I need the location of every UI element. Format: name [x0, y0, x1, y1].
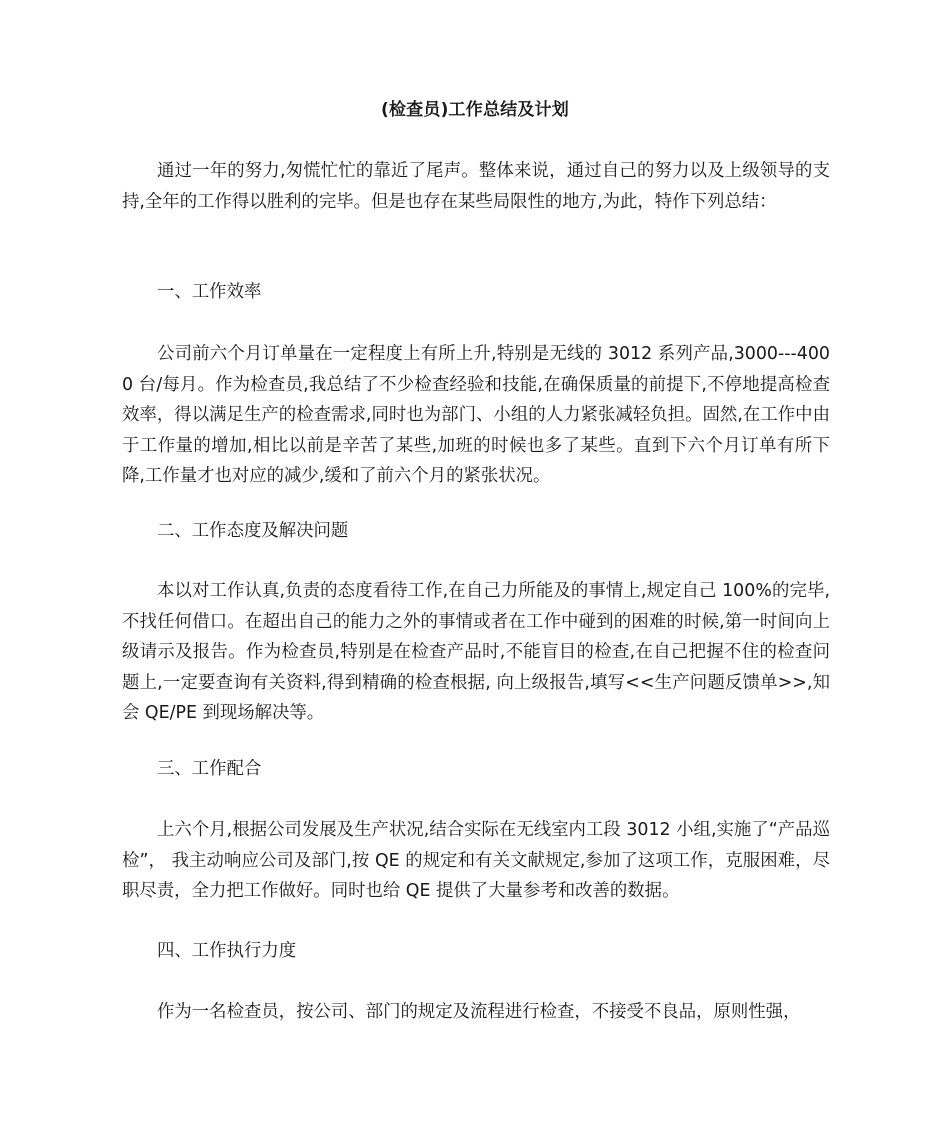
section-body-3: 上六个月,根据公司发展及生产状况,结合实际在无线室内工段 3012 小组,实施了“产品巡检”， 我主动响应公司及部门,按 QE 的规定和有关文献规定,参加了这项工作，克服困难，尽职尽责，全力把工作做好。同时也给 QE 提供了大量参考和改善的数据。	[122, 820, 830, 901]
section-heading-2: 二、工作态度及解决问题	[157, 521, 349, 541]
document-title: (检查员)工作总结及计划	[381, 100, 569, 120]
section-body-1: 公司前六个月订单量在一定程度上有所上升,特别是无线的 3012 系列产品,3000---4000 台/每月。作为检查员,我总结了不少检查经验和技能,在确保质量的前提下,不停地提高检查效率，得以满足生产的检查需求,同时也为部门、小组的人力紧张减轻负担。固然,在工作中由于工作量的增加,相比以前是辛苦了某些,加班的时候也多了某些。直到下六个月订单有所下降,工作量才也对应的减少,缓和了前六个月的紧张状况。	[122, 344, 830, 486]
section-heading-1: 一、工作效率	[157, 282, 262, 302]
section-heading-4: 四、工作执行力度	[157, 941, 297, 961]
section-body-2: 本以对工作认真,负责的态度看待工作,在自己力所能及的事情上,规定自己 100%的完毕,不找任何借口。在超出自己的能力之外的事情或者在工作中碰到的困难的时候,第一时间向上级请示及报告。作为检查员,特别是在检查产品时,不能盲目的检查,在自己把握不住的检查问题上,一定要查询有关资料,得到精确的检查根据, 向上级报告,填写<<生产问题反馈单>>,知会 QE/PE 到现场解决等。	[122, 581, 830, 723]
section-heading-3: 三、工作配合	[157, 759, 262, 779]
intro-paragraph: 通过一年的努力,匆慌忙忙的靠近了尾声。整体来说，通过自己的努力以及上级领导的支持,全年的工作得以胜利的完毕。但是也存在某些局限性的地方,为此，特作下列总结：	[122, 161, 830, 212]
section-body-4: 作为一名检查员，按公司、部门的规定及流程进行检查，不接受不良品，原则性强，	[157, 1002, 801, 1022]
